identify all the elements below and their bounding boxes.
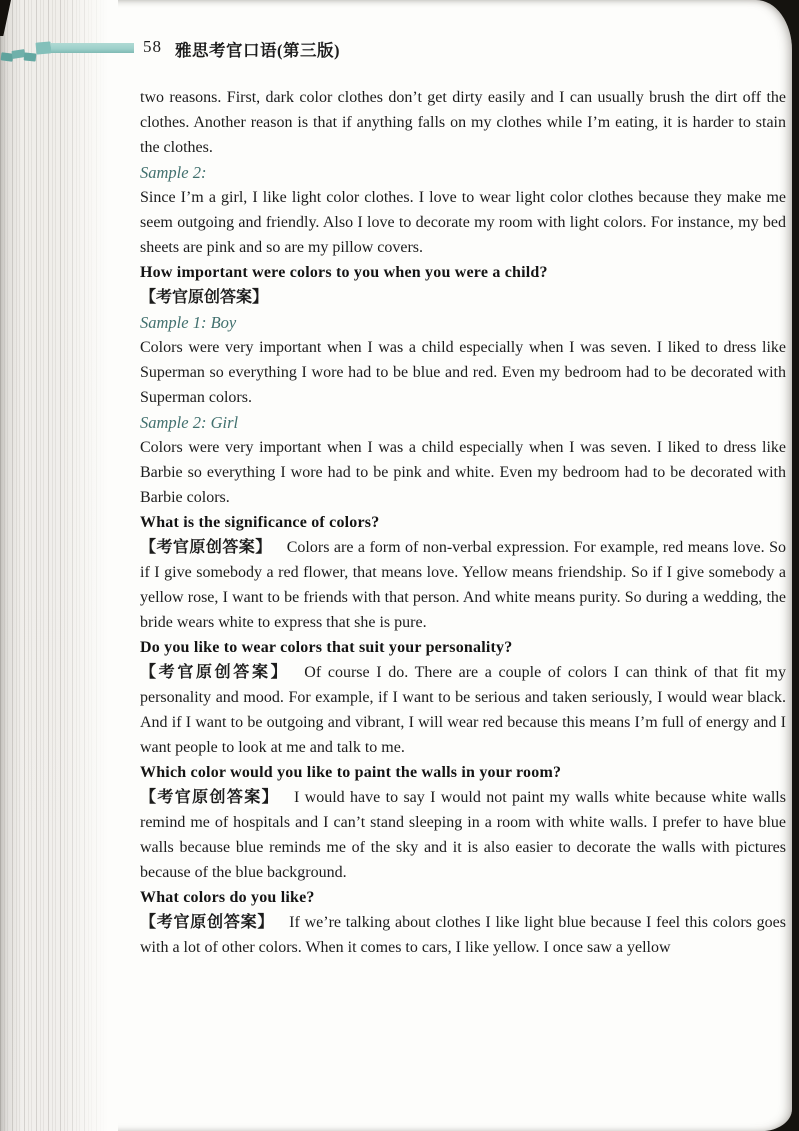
answer-paragraph [140, 785, 786, 885]
paragraph: Since I’m a girl, I like light color clothes. I love to wear light color clothes because they make me seem outgoing and friendly. Also I love to decorate my room with light colors. For instance, my bed sheets are pink and so are my pillow covers. [140, 189, 786, 256]
header-accent-bar [51, 43, 134, 53]
sample-label: Sample 2: [140, 163, 207, 182]
paragraph: Colors were very important when I was a child especially when I was seven. I liked to dress like Superman so everything I wore had to be blue and red. Even my bedroom had to be decorated with Superman colors. [140, 339, 786, 406]
teal-band-fragment [24, 52, 37, 61]
answer-label: 【考官原创答案】 [140, 914, 275, 931]
answer-text: I would have to say I would not paint my walls white because white walls remind me of hospitals and I can’t stand sleeping in a room with white walls. I prefer to have blue walls because blue reminds me of the sky and it is also easier to decorate the walls with pictures because of the blue background. [140, 789, 786, 881]
question-heading: Which color would you like to paint the walls in your room? [140, 764, 562, 781]
answer-text: If we’re talking about clothes I like light blue because I feel this colors goes with a lot of other colors. When it comes to cars, I like yellow. I once saw a yellow [140, 914, 786, 956]
book-title: 雅思考官口语(第三版) [175, 41, 340, 60]
answer-paragraph [140, 535, 786, 635]
paragraph: Colors were very important when I was a child especially when I was seven. I liked to dress like Barbie so everything I wore had to be pink and white. Even my bedroom had to be decorated with Barbie colors. [140, 439, 786, 506]
question-heading: What colors do you like? [140, 889, 315, 906]
page-number: 58 [143, 37, 162, 56]
sample-label: Sample 2: Girl [140, 413, 239, 432]
paragraph: two reasons. First, dark color clothes don’t get dirty easily and I can usually brush the dirt off the clothes. Another reason is that if anything falls on my clothes while I’m eating, it is harder to stain the clothes. [140, 89, 786, 156]
answer-label: 【考官原创答案】 [140, 289, 269, 306]
answer-paragraph [140, 910, 786, 960]
answer-paragraph [140, 660, 786, 760]
answer-label: 【考官原创答案】 [140, 789, 279, 806]
answer-text: Of course I do. There are a couple of colors I can think of that fit my personality and mood. For example, if I want to be serious and taken seriously, I would wear black. And if I want to be outgoing and vibrant, I will wear red because this means I’m full of energy and I want people to look at me and talk to me. [140, 664, 786, 756]
answer-label: 【考官原创答案】 [140, 664, 290, 681]
left-page-edges-texture [0, 0, 118, 1131]
page-body [140, 85, 786, 960]
teal-band-fragment [36, 41, 52, 54]
question-heading: Do you like to wear colors that suit your personality? [140, 639, 513, 656]
sample-label: Sample 1: Boy [140, 313, 237, 332]
question-heading: What is the significance of colors? [140, 514, 380, 531]
answer-label: 【考官原创答案】 [140, 539, 272, 556]
answer-text: Colors are a form of non-verbal expression. For example, red means love. So if I give somebody a red flower, that means love. Yellow means friendship. So if I give somebody a yellow rose, I want to be friends with that person. And white means purity. So during a wedding, the bride wears white to express that she is pure. [140, 539, 786, 631]
question-heading: How important were colors to you when you were a child? [140, 264, 548, 281]
